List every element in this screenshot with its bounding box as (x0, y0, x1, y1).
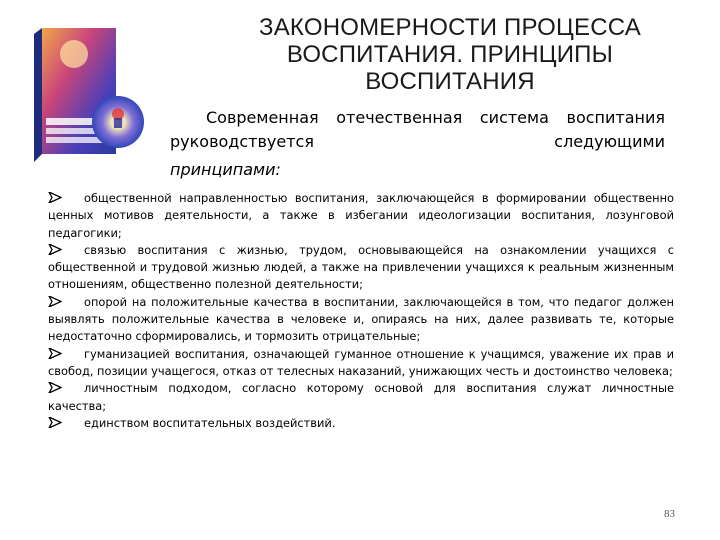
list-item: личностным подходом, согласно которому основой для воспитания служат личностные качества; (48, 381, 674, 413)
principles-list (48, 190, 674, 432)
intro-tail-text: принципами: (170, 160, 281, 179)
page-number: 83 (664, 508, 675, 520)
slide-title (205, 14, 695, 95)
dvd-cover-image (34, 26, 146, 164)
title-line: ЗАКОНОМЕРНОСТИ ПРОЦЕССА (259, 14, 641, 41)
list-item: гуманизацией воспитания, означающей гуманное отношение к учащимся, уважение их прав и свобод, позиции учащегося, отказ от телесных наказаний, унижающих честь и достоинство человека; (48, 346, 674, 378)
list-item: связью воспитания с жизнью, трудом, основывающейся на ознакомлении учащихся с общественной и трудовой жизнью людей, а также на привлечении учащихся к реальным жизненным отношениям, общественно полезной деятельности; (48, 242, 674, 292)
list-item: общественной направленностью воспитания, заключающейся в формировании общественно ценных мотивов деятельности, а также в избегании идеологизации воспитания, лозунговой педагогики; (48, 191, 674, 240)
list-item: опорой на положительные качества в воспитании, заключающейся в том, что педагог должен выявлять положительные качества в человеке и, опираясь на них, далее развивать те, которые недостаточно сформировались, и тормозить отрицательные; (48, 294, 674, 344)
arrowhead-bullet-icon (48, 192, 62, 203)
intro-text: Современная отечественная система воспитания руководствуется следующими (170, 108, 665, 151)
arrowhead-bullet-icon (48, 417, 62, 428)
arrowhead-bullet-icon (48, 296, 62, 307)
title-line: ВОСПИТАНИЯ (365, 68, 535, 95)
arrowhead-bullet-icon (48, 348, 62, 359)
arrowhead-bullet-icon (48, 244, 62, 255)
arrowhead-bullet-icon (48, 382, 62, 393)
title-line: ВОСПИТАНИЯ. ПРИНЦИПЫ (286, 41, 614, 68)
list-item: единством воспитательных воздействий. (48, 415, 674, 432)
